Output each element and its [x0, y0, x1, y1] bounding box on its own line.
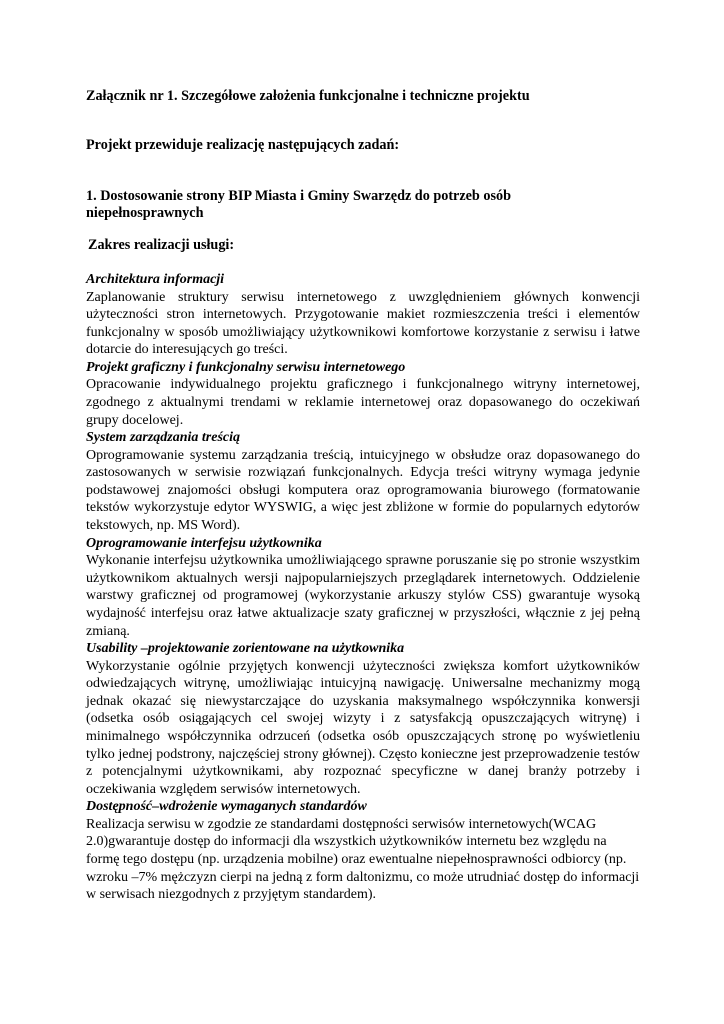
section-title: Projekt graficzny i funkcjonalny serwisu internetowego: [86, 359, 406, 375]
section-body: Oprogramowanie systemu zarządzania treścią, intuicyjnego w obsłudze oraz dopasowanego do zastosowanych w serwisie rozwiązań funkcjonalnych. Edycja treści witryny wymaga jedynie podstawowej znajomości obsługi komputera oraz oprogramowania biurowego (formatowanie tekstów wykorzystuje edytor WYSWIG, a więc jest zbliżone w formie do popularnych edytorów tekstowych, np. MS Word).: [86, 447, 640, 534]
project-intro: Projekt przewiduje realizację następujących zadań:: [86, 137, 400, 153]
section-accessibility: [86, 798, 640, 903]
section-title: Oprogramowanie interfejsu użytkownika: [86, 535, 322, 551]
section-user-interface: [86, 535, 640, 640]
section-usability: [86, 640, 640, 798]
section-information-architecture: [86, 271, 640, 359]
section-body: Opracowanie indywidualnego projektu graficznego i funkcjonalnego witryny internetowej, zgodnego z aktualnymi trendami w reklamie internetowej oraz dopasowanego do oczekiwań grupy docelowej.: [86, 377, 640, 428]
section-title: Usability –projektowanie zorientowane na użytkownika: [86, 641, 405, 657]
section-body: Zaplanowanie struktury serwisu internetowego z uwzględnieniem głównych konwencji użyteczności stron internetowych. Przygotowanie makiet rozmieszczenia treści i elementów funkcjonalny w sposób umożliwiający użytkownikowi komfortowe korzystanie z serwisu i łatwe dotarcie do interesujących go treści.: [86, 289, 640, 358]
section-cms: [86, 429, 640, 534]
annex-title: Załącznik nr 1. Szczegółowe założenia funkcjonalne i techniczne projektu: [86, 88, 530, 104]
section-graphic-design: [86, 359, 640, 429]
section-body: Realizacja serwisu w zgodzie ze standardami dostępności serwisów internetowych(WCAG 2.0)gwarantuje dostęp do informacji dla wszystkich użytkowników internetu bez względu na formę tego dostępu (np. urządzenia mobilne) oraz ewentualne niepełnosprawności odbiorcy (np. wzroku –7% mężczyzn cierpi na jedną z form daltonizmu, co może utrudniać dostęp do informacji w serwisach niezgodnych z przyjętym standardem).: [86, 816, 640, 903]
section-body: Wykorzystanie ogólnie przyjętych konwencji użyteczności zwiększa komfort użytkowników odwiedzających witrynę, umożliwiając intuicyjną nawigację. Uniwersalne mechanizmy mogą jednak okazać się niewystarczające do uzyskania maksymalnego współczynnika konwersji (odsetka osób osiągających cel swojej wizyty i z satysfakcją opuszczających witrynę) i minimalnego współczynnika odrzuceń (odsetka osób opuszczających stronę po wyświetleniu tylko jednej podstrony, najczęściej strony głównej). Często konieczne jest przeprowadzenie testów z potencjalnymi użytkownikami, aby rozpoznać specyficzne w danej branży potrzeby i oczekiwania względem serwisów internetowych.: [86, 658, 640, 797]
section-body: Wykonanie interfejsu użytkownika umożliwiającego sprawne poruszanie się po stronie wszystkim użytkownikom aktualnych wersji najpopularniejszych przeglądarek internetowych. Oddzielenie warstwy graficznej od programowej (wykorzystanie arkuszy stylów CSS) gwarantuje wysoką wydajność interfejsu oraz łatwe aktualizacje szaty graficznej w przyszłości, włącznie z jej pełną zmianą.: [86, 553, 640, 639]
scope-heading: Zakres realizacji usługi:: [88, 237, 235, 253]
section-title: System zarządzania treścią: [86, 430, 241, 446]
section-title: Dostępność–wdrożenie wymaganych standardów: [86, 799, 367, 815]
task-heading: 1. Dostosowanie strony BIP Miasta i Gminy Swarzędz do potrzeb osób niepełnosprawnych: [86, 188, 511, 221]
sections: [86, 271, 640, 904]
section-title: Architektura informacji: [86, 272, 225, 287]
